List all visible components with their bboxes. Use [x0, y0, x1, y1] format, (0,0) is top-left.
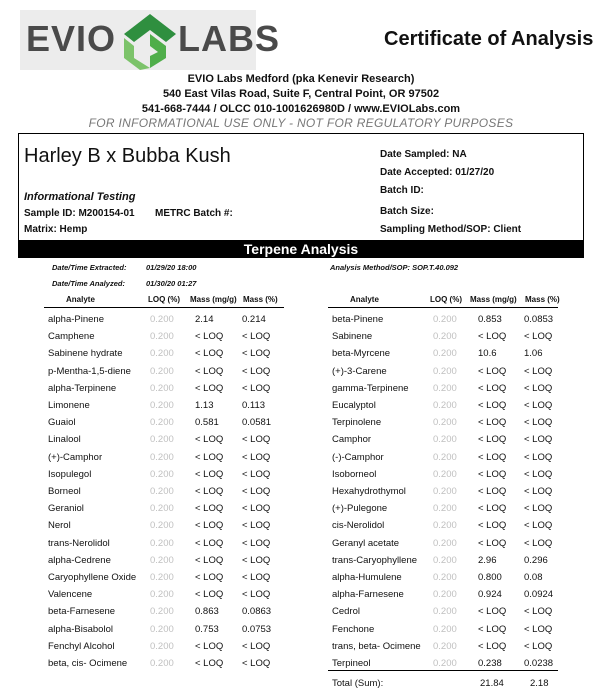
- table-row: [328, 569, 558, 586]
- mass-pct-cell: 0.0753: [242, 623, 272, 635]
- header-rule-left: [44, 307, 284, 308]
- col-mass-pct-right: Mass (%): [525, 295, 560, 304]
- analyte-cell: Camphene: [48, 331, 95, 343]
- table-row: [328, 414, 558, 431]
- mass-mg-cell: 1.13: [195, 400, 214, 411]
- table-row: [44, 345, 284, 362]
- mass-pct-cell: < LOQ: [242, 486, 271, 497]
- mass-pct-cell: < LOQ: [524, 606, 553, 618]
- sampling-method: Sampling Method/SOP: Client: [380, 224, 522, 235]
- table-row: [44, 483, 284, 500]
- col-mass-mg-left: Mass (mg/g): [190, 295, 237, 304]
- mass-mg-cell: < LOQ: [195, 331, 224, 343]
- mass-pct-cell: < LOQ: [524, 520, 553, 532]
- table-row: [44, 638, 284, 655]
- mass-mg-cell: 0.238: [478, 658, 502, 669]
- mass-pct-cell: < LOQ: [242, 468, 271, 480]
- analyzed-value: 01/30/20 01:27: [146, 279, 197, 288]
- mass-mg-cell: < LOQ: [478, 520, 507, 532]
- table-row: [44, 449, 284, 466]
- lab-address: 540 East Vilas Road, Suite F, Central Point, OR 97502: [162, 88, 440, 100]
- loq-cell: 0.200: [150, 382, 174, 394]
- loq-cell: 0.200: [150, 606, 174, 618]
- mass-pct-cell: < LOQ: [524, 400, 553, 411]
- mass-pct-cell: < LOQ: [242, 331, 271, 343]
- analyte-cell: beta-Farnesene: [48, 606, 116, 618]
- table-row: [328, 431, 558, 448]
- analyte-cell: Fenchone: [332, 623, 375, 635]
- table-row: [328, 466, 558, 483]
- mass-mg-cell: < LOQ: [478, 486, 507, 497]
- table-row: [44, 569, 284, 586]
- analyte-cell: Geraniol: [48, 503, 84, 515]
- table-row: [328, 380, 558, 397]
- table-row: [328, 328, 558, 345]
- col-analyte-right: Analyte: [350, 295, 379, 304]
- loq-cell: 0.200: [433, 640, 457, 652]
- mass-mg-cell: < LOQ: [478, 640, 507, 652]
- mass-mg-cell: 2.14: [195, 314, 214, 325]
- page-title: Certificate of Analysis: [384, 28, 594, 50]
- table-row: [44, 414, 284, 431]
- loq-cell: 0.200: [150, 434, 174, 446]
- mass-mg-cell: < LOQ: [195, 589, 224, 601]
- analyte-cell: (+)-3-Carene: [332, 365, 387, 377]
- mass-pct-cell: 1.06: [524, 348, 543, 360]
- table-row: [328, 363, 558, 380]
- analyte-cell: (-)-Camphor: [332, 451, 384, 463]
- loq-cell: 0.200: [433, 382, 457, 394]
- loq-cell: 0.200: [150, 623, 174, 635]
- analyte-cell: Cedrol: [332, 606, 360, 618]
- mass-mg-cell: 0.581: [195, 417, 219, 429]
- loq-cell: 0.200: [150, 400, 174, 411]
- mass-mg-cell: < LOQ: [195, 434, 224, 446]
- mass-pct-cell: < LOQ: [524, 451, 553, 463]
- col-loq-left: LOQ (%): [148, 295, 180, 304]
- mass-pct-cell: < LOQ: [242, 434, 271, 446]
- analyte-cell: beta-Pinene: [332, 314, 384, 325]
- mass-mg-cell: < LOQ: [195, 348, 224, 360]
- table-row: [44, 586, 284, 603]
- table-row: [328, 621, 558, 638]
- mass-mg-cell: 0.863: [195, 606, 219, 618]
- mass-mg-cell: 0.800: [478, 572, 502, 583]
- analyte-cell: Caryophyllene Oxide: [48, 572, 137, 583]
- mass-pct-cell: < LOQ: [242, 451, 271, 463]
- loq-cell: 0.200: [150, 589, 174, 601]
- mass-pct-cell: < LOQ: [524, 434, 553, 446]
- analyte-cell: trans-Caryophyllene: [332, 554, 418, 566]
- analyte-cell: Eucalyptol: [332, 400, 376, 411]
- analyte-cell: beta-Myrcene: [332, 348, 391, 360]
- table-row: [44, 535, 284, 552]
- mass-mg-cell: < LOQ: [195, 486, 224, 497]
- loq-cell: 0.200: [150, 640, 174, 652]
- col-loq-right: LOQ (%): [430, 295, 462, 304]
- mass-mg-cell: < LOQ: [195, 365, 224, 377]
- mass-pct-cell: 0.0853: [524, 314, 554, 325]
- analyte-cell: alpha-Terpinene: [48, 382, 117, 394]
- mass-pct-cell: < LOQ: [524, 537, 553, 549]
- analyte-cell: Guaiol: [48, 417, 76, 429]
- analyte-cell: Sabinene: [332, 331, 373, 343]
- mass-pct-cell: < LOQ: [242, 572, 271, 583]
- mass-mg-cell: < LOQ: [478, 468, 507, 480]
- analyzed-label: Date/Time Analyzed:: [52, 279, 125, 288]
- date-sampled: Date Sampled: NA: [380, 149, 467, 160]
- analyte-cell: cis-Nerolidol: [332, 520, 385, 532]
- table-row: [328, 449, 558, 466]
- analyte-cell: Terpineol: [332, 658, 371, 669]
- mass-pct-cell: < LOQ: [524, 623, 553, 635]
- mass-pct-cell: < LOQ: [242, 537, 271, 549]
- loq-cell: 0.200: [150, 572, 174, 583]
- loq-cell: 0.200: [433, 417, 457, 429]
- mass-pct-cell: 0.0238: [524, 658, 554, 669]
- col-mass-mg-right: Mass (mg/g): [470, 295, 517, 304]
- table-row: [328, 586, 558, 603]
- analyte-cell: alpha-Cedrene: [48, 554, 111, 566]
- analyte-cell: Terpinolene: [332, 417, 382, 429]
- mass-pct-cell: < LOQ: [524, 417, 553, 429]
- sample-name: Harley B x Bubba Kush: [24, 145, 231, 167]
- analyte-cell: Nerol: [48, 520, 71, 532]
- analyte-cell: Valencene: [48, 589, 93, 601]
- mass-mg-cell: < LOQ: [478, 537, 507, 549]
- sample-id: Sample ID: M200154-01: [24, 208, 135, 219]
- mass-mg-cell: < LOQ: [478, 503, 507, 515]
- analyte-cell: alpha-Humulene: [332, 572, 402, 583]
- mass-mg-cell: < LOQ: [478, 451, 507, 463]
- testing-type: Informational Testing: [24, 191, 136, 203]
- mass-mg-cell: < LOQ: [195, 503, 224, 515]
- mass-mg-cell: 0.924: [478, 589, 502, 601]
- analyte-cell: Isopulegol: [48, 468, 92, 480]
- table-row: [44, 431, 284, 448]
- mass-pct-cell: < LOQ: [242, 658, 271, 669]
- loq-cell: 0.200: [433, 623, 457, 635]
- mass-mg-cell: < LOQ: [478, 382, 507, 394]
- table-row: [328, 311, 558, 328]
- matrix: Matrix: Hemp: [24, 224, 88, 235]
- mass-mg-cell: < LOQ: [195, 658, 224, 669]
- disclaimer: FOR INFORMATIONAL USE ONLY - NOT FOR REGULATORY PURPOSES: [88, 116, 514, 130]
- analyte-cell: Camphor: [332, 434, 372, 446]
- section-title: Terpene Analysis: [18, 241, 584, 258]
- mass-mg-cell: < LOQ: [478, 365, 507, 377]
- loq-cell: 0.200: [433, 314, 457, 325]
- loq-cell: 0.200: [433, 554, 457, 566]
- analyte-cell: Hexahydrothymol: [332, 486, 406, 497]
- loq-cell: 0.200: [433, 434, 457, 446]
- extracted-label: Date/Time Extracted:: [52, 263, 127, 272]
- mass-mg-cell: < LOQ: [195, 451, 224, 463]
- table-row: [44, 397, 284, 414]
- logo-word-evio: EVIO: [26, 18, 117, 59]
- analyte-cell: Fenchyl Alcohol: [48, 640, 115, 652]
- date-accepted: Date Accepted: 01/27/20: [380, 167, 495, 178]
- batch-id: Batch ID:: [380, 185, 424, 196]
- mass-pct-cell: < LOQ: [242, 503, 271, 515]
- mass-pct-cell: 0.0863: [242, 606, 272, 618]
- mass-mg-cell: 0.853: [478, 314, 502, 325]
- loq-cell: 0.200: [150, 537, 174, 549]
- analysis-method: Analysis Method/SOP: SOP.T.40.092: [330, 263, 459, 272]
- mass-pct-cell: < LOQ: [242, 348, 271, 360]
- loq-cell: 0.200: [150, 468, 174, 480]
- lab-name: EVIO Labs Medford (pka Kenevir Research): [187, 73, 415, 85]
- table-row: [44, 363, 284, 380]
- metrc-batch: METRC Batch #:: [155, 208, 233, 219]
- mass-pct-cell: 0.08: [524, 572, 543, 583]
- loq-cell: 0.200: [433, 486, 457, 497]
- analyte-cell: p-Mentha-1,5-diene: [48, 365, 131, 377]
- mass-pct-cell: 0.0924: [524, 589, 554, 601]
- loq-cell: 0.200: [150, 314, 174, 325]
- loq-cell: 0.200: [150, 348, 174, 360]
- table-row: [328, 483, 558, 500]
- table-row: [44, 380, 284, 397]
- mass-mg-cell: < LOQ: [478, 434, 507, 446]
- table-row: [328, 603, 558, 620]
- loq-cell: 0.200: [150, 451, 174, 463]
- mass-mg-cell: < LOQ: [478, 417, 507, 429]
- analyte-cell: trans, beta- Ocimene: [332, 640, 421, 652]
- loq-cell: 0.200: [150, 503, 174, 515]
- analyte-cell: Geranyl acetate: [332, 537, 400, 549]
- table-row: [328, 638, 558, 655]
- total-rule: [328, 670, 558, 671]
- table-row: [44, 328, 284, 345]
- mass-pct-cell: 0.214: [242, 314, 266, 325]
- mass-pct-cell: 0.0581: [242, 417, 272, 429]
- batch-size: Batch Size:: [380, 206, 434, 217]
- mass-mg-cell: < LOQ: [195, 520, 224, 532]
- analyte-cell: (+)-Pulegone: [332, 503, 388, 515]
- loq-cell: 0.200: [433, 400, 457, 411]
- loq-cell: 0.200: [433, 365, 457, 377]
- table-row: [328, 552, 558, 569]
- mass-mg-cell: < LOQ: [195, 537, 224, 549]
- mass-mg-cell: < LOQ: [195, 640, 224, 652]
- analyte-cell: Isoborneol: [332, 468, 377, 480]
- analyte-cell: alpha-Bisabolol: [48, 623, 113, 635]
- table-row: [44, 517, 284, 534]
- loq-cell: 0.200: [433, 503, 457, 515]
- logo-word-labs: LABS: [178, 18, 280, 59]
- analyte-cell: Limonene: [48, 400, 90, 411]
- loq-cell: 0.200: [150, 417, 174, 429]
- mass-pct-cell: 0.296: [524, 554, 548, 566]
- mass-pct-cell: < LOQ: [242, 382, 271, 394]
- mass-pct-cell: < LOQ: [524, 331, 553, 343]
- mass-mg-cell: < LOQ: [478, 331, 507, 343]
- analyte-cell: trans-Nerolidol: [48, 537, 110, 549]
- loq-cell: 0.200: [150, 331, 174, 343]
- loq-cell: 0.200: [433, 348, 457, 360]
- extracted-value: 01/29/20 18:00: [146, 263, 197, 272]
- mass-mg-cell: < LOQ: [478, 606, 507, 618]
- analyte-cell: Sabinene hydrate: [48, 348, 123, 360]
- loq-cell: 0.200: [433, 572, 457, 583]
- mass-pct-cell: < LOQ: [524, 486, 553, 497]
- total-mass-pct: 2.18: [530, 678, 549, 689]
- loq-cell: 0.200: [433, 520, 457, 532]
- mass-mg-cell: < LOQ: [195, 468, 224, 480]
- mass-pct-cell: < LOQ: [524, 382, 553, 394]
- mass-pct-cell: < LOQ: [524, 365, 553, 377]
- table-row: [328, 397, 558, 414]
- mass-mg-cell: < LOQ: [478, 623, 507, 635]
- table-row: [44, 655, 284, 672]
- mass-mg-cell: < LOQ: [195, 572, 224, 583]
- total-mass-mg: 21.84: [480, 678, 504, 689]
- evio-labs-logo: [20, 10, 280, 70]
- header-rule-right: [328, 307, 558, 308]
- table-row: [44, 500, 284, 517]
- table-row: [328, 535, 558, 552]
- total-label: Total (Sum):: [332, 678, 384, 689]
- loq-cell: 0.200: [433, 606, 457, 618]
- table-row: [44, 603, 284, 620]
- mass-mg-cell: < LOQ: [195, 382, 224, 394]
- analyte-cell: Borneol: [48, 486, 81, 497]
- loq-cell: 0.200: [433, 658, 457, 669]
- table-row: [328, 345, 558, 362]
- mass-pct-cell: < LOQ: [524, 503, 553, 515]
- analyte-cell: (+)-Camphor: [48, 451, 103, 463]
- mass-pct-cell: < LOQ: [242, 554, 271, 566]
- table-row: [44, 621, 284, 638]
- loq-cell: 0.200: [150, 554, 174, 566]
- loq-cell: 0.200: [433, 537, 457, 549]
- mass-mg-cell: < LOQ: [195, 554, 224, 566]
- loq-cell: 0.200: [433, 589, 457, 601]
- table-row: [328, 500, 558, 517]
- table-row: [44, 552, 284, 569]
- lab-contact: 541-668-7444 / OLCC 010-1001626980D / www.EVIOLabs.com: [141, 103, 461, 115]
- mass-mg-cell: 10.6: [478, 348, 497, 360]
- mass-mg-cell: 0.753: [195, 623, 219, 635]
- loq-cell: 0.200: [150, 658, 174, 669]
- mass-pct-cell: < LOQ: [524, 640, 553, 652]
- mass-pct-cell: < LOQ: [242, 589, 271, 601]
- col-analyte-left: Analyte: [66, 295, 95, 304]
- loq-cell: 0.200: [433, 331, 457, 343]
- table-row: [44, 311, 284, 328]
- mass-pct-cell: < LOQ: [242, 365, 271, 377]
- mass-pct-cell: < LOQ: [242, 640, 271, 652]
- mass-mg-cell: 2.96: [478, 554, 497, 566]
- loq-cell: 0.200: [433, 451, 457, 463]
- loq-cell: 0.200: [150, 486, 174, 497]
- mass-pct-cell: 0.113: [242, 400, 266, 411]
- mass-pct-cell: < LOQ: [524, 468, 553, 480]
- analyte-cell: gamma-Terpinene: [332, 382, 409, 394]
- analyte-cell: Linalool: [48, 434, 81, 446]
- loq-cell: 0.200: [150, 365, 174, 377]
- logo-mark-icon: [120, 12, 180, 70]
- col-mass-pct-left: Mass (%): [243, 295, 278, 304]
- analyte-cell: alpha-Farnesene: [332, 589, 404, 601]
- mass-mg-cell: < LOQ: [478, 400, 507, 411]
- mass-pct-cell: < LOQ: [242, 520, 271, 532]
- table-row: [44, 466, 284, 483]
- loq-cell: 0.200: [150, 520, 174, 532]
- analyte-cell: beta, cis- Ocimene: [48, 658, 128, 669]
- analyte-cell: alpha-Pinene: [48, 314, 104, 325]
- loq-cell: 0.200: [433, 468, 457, 480]
- table-row: [328, 517, 558, 534]
